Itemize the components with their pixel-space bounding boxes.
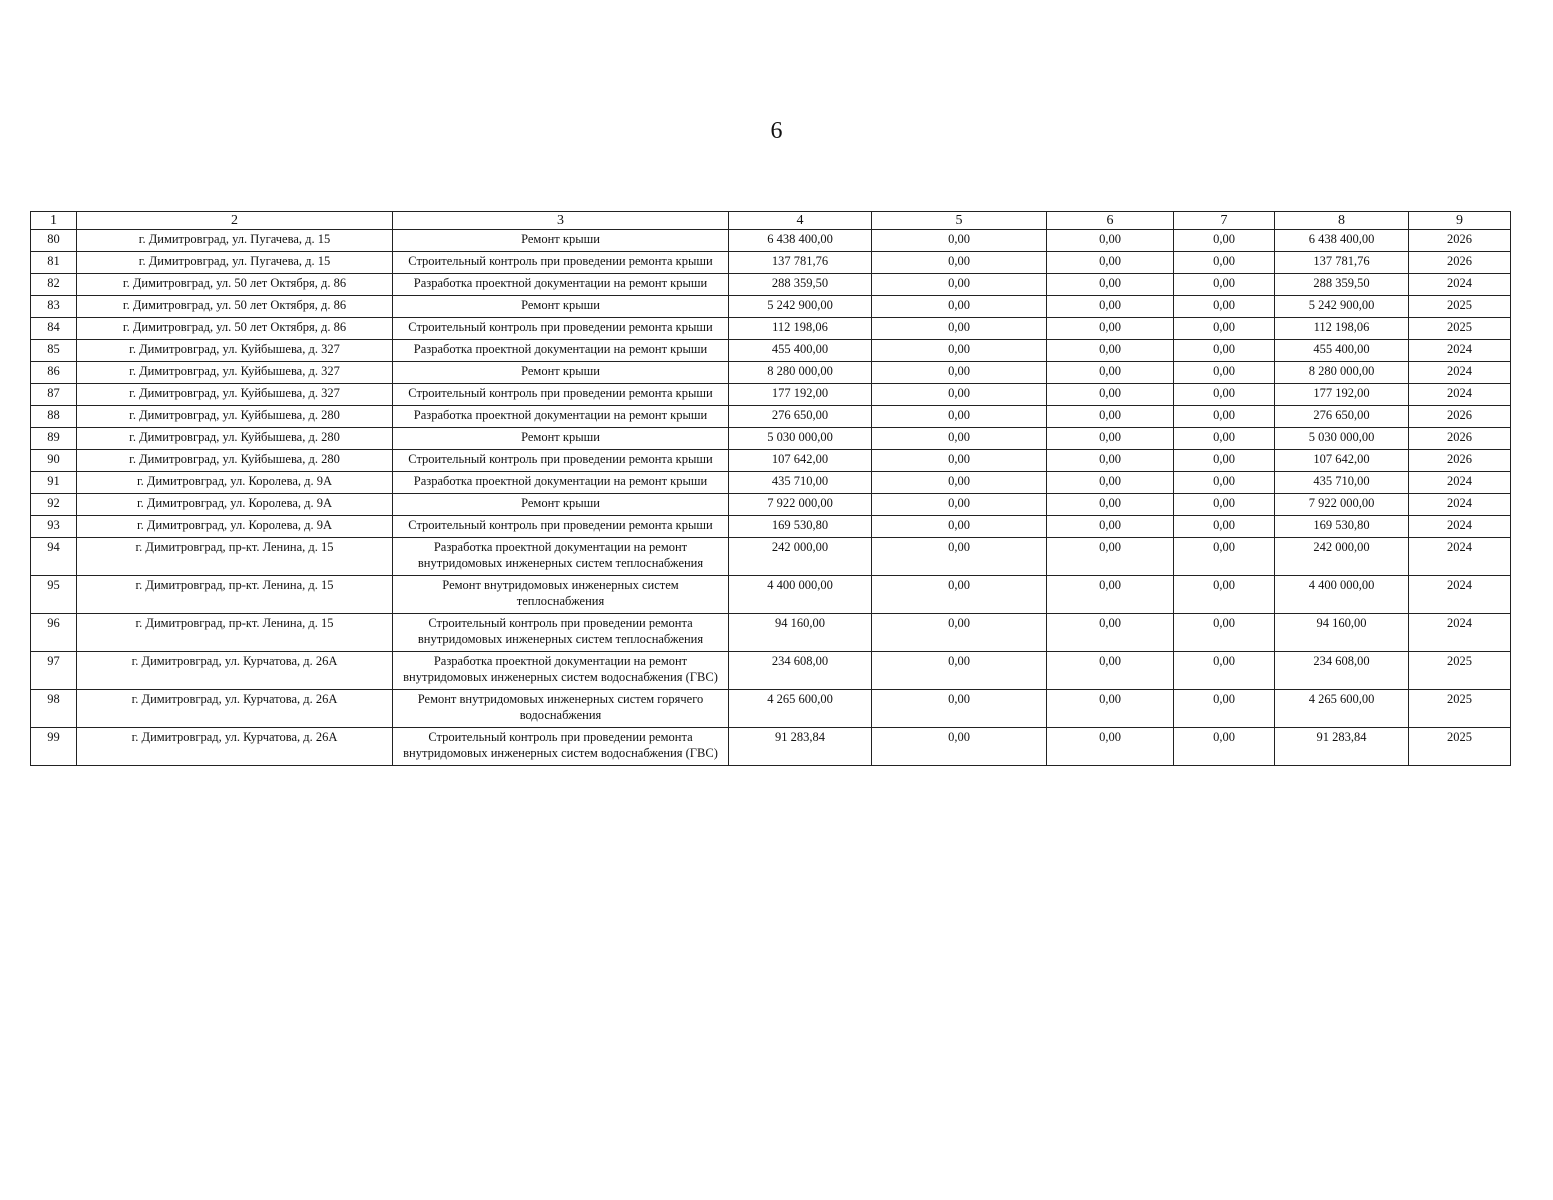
address-cell: г. Димитровград, пр-кт. Ленина, д. 15	[77, 576, 393, 614]
row-number-cell: 81	[31, 252, 77, 274]
table-row	[31, 728, 1511, 766]
year-cell: 2025	[1409, 690, 1511, 728]
row-number-cell: 96	[31, 614, 77, 652]
column-header: 5	[872, 212, 1047, 230]
amount-col7-cell: 0,00	[1174, 614, 1275, 652]
amount-col8-cell: 8 280 000,00	[1275, 362, 1409, 384]
amount-col8-cell: 435 710,00	[1275, 472, 1409, 494]
work-type-cell: Разработка проектной документации на ремонт крыши	[393, 274, 729, 296]
amount-col5-cell: 0,00	[872, 428, 1047, 450]
row-number-cell: 84	[31, 318, 77, 340]
column-header: 6	[1047, 212, 1174, 230]
amount-col7-cell: 0,00	[1174, 538, 1275, 576]
amount-col7-cell: 0,00	[1174, 362, 1275, 384]
year-cell: 2026	[1409, 428, 1511, 450]
amount-col4-cell: 276 650,00	[729, 406, 872, 428]
table-row	[31, 274, 1511, 296]
address-cell: г. Димитровград, пр-кт. Ленина, д. 15	[77, 538, 393, 576]
amount-col5-cell: 0,00	[872, 576, 1047, 614]
amount-col6-cell: 0,00	[1047, 652, 1174, 690]
column-header: 9	[1409, 212, 1511, 230]
amount-col4-cell: 112 198,06	[729, 318, 872, 340]
year-cell: 2026	[1409, 252, 1511, 274]
amount-col6-cell: 0,00	[1047, 318, 1174, 340]
work-type-cell: Ремонт крыши	[393, 428, 729, 450]
row-number-cell: 80	[31, 230, 77, 252]
table-row	[31, 516, 1511, 538]
row-number-cell: 95	[31, 576, 77, 614]
amount-col6-cell: 0,00	[1047, 450, 1174, 472]
table-row	[31, 652, 1511, 690]
address-cell: г. Димитровград, пр-кт. Ленина, д. 15	[77, 614, 393, 652]
address-cell: г. Димитровград, ул. Куйбышева, д. 280	[77, 406, 393, 428]
year-cell: 2024	[1409, 516, 1511, 538]
table-row	[31, 472, 1511, 494]
amount-col4-cell: 234 608,00	[729, 652, 872, 690]
amount-col5-cell: 0,00	[872, 614, 1047, 652]
amount-col7-cell: 0,00	[1174, 318, 1275, 340]
amount-col8-cell: 455 400,00	[1275, 340, 1409, 362]
amount-col4-cell: 137 781,76	[729, 252, 872, 274]
amount-col8-cell: 7 922 000,00	[1275, 494, 1409, 516]
row-number-cell: 85	[31, 340, 77, 362]
amount-col7-cell: 0,00	[1174, 230, 1275, 252]
address-cell: г. Димитровград, ул. Курчатова, д. 26А	[77, 728, 393, 766]
amount-col7-cell: 0,00	[1174, 652, 1275, 690]
row-number-cell: 99	[31, 728, 77, 766]
work-type-cell: Ремонт внутридомовых инженерных систем теплоснабжения	[393, 576, 729, 614]
work-type-cell: Строительный контроль при проведении ремонта крыши	[393, 450, 729, 472]
amount-col6-cell: 0,00	[1047, 576, 1174, 614]
amount-col4-cell: 107 642,00	[729, 450, 872, 472]
work-type-cell: Ремонт крыши	[393, 296, 729, 318]
page-number: 6	[770, 118, 783, 144]
amount-col4-cell: 7 922 000,00	[729, 494, 872, 516]
amount-col7-cell: 0,00	[1174, 252, 1275, 274]
amount-col7-cell: 0,00	[1174, 690, 1275, 728]
address-cell: г. Димитровград, ул. 50 лет Октября, д. 86	[77, 318, 393, 340]
amount-col5-cell: 0,00	[872, 406, 1047, 428]
table-row	[31, 340, 1511, 362]
amount-col4-cell: 94 160,00	[729, 614, 872, 652]
amount-col6-cell: 0,00	[1047, 362, 1174, 384]
amount-col8-cell: 5 030 000,00	[1275, 428, 1409, 450]
year-cell: 2024	[1409, 538, 1511, 576]
amount-col7-cell: 0,00	[1174, 450, 1275, 472]
amount-col7-cell: 0,00	[1174, 296, 1275, 318]
year-cell: 2025	[1409, 652, 1511, 690]
amount-col6-cell: 0,00	[1047, 274, 1174, 296]
table-row	[31, 362, 1511, 384]
amount-col6-cell: 0,00	[1047, 384, 1174, 406]
table-row	[31, 428, 1511, 450]
amount-col4-cell: 8 280 000,00	[729, 362, 872, 384]
work-type-cell: Строительный контроль при проведении ремонта внутридомовых инженерных систем водоснабжения (ГВС)	[393, 728, 729, 766]
amount-col6-cell: 0,00	[1047, 614, 1174, 652]
amount-col4-cell: 435 710,00	[729, 472, 872, 494]
table-row	[31, 318, 1511, 340]
address-cell: г. Димитровград, ул. Куйбышева, д. 327	[77, 340, 393, 362]
amount-col4-cell: 169 530,80	[729, 516, 872, 538]
work-type-cell: Строительный контроль при проведении ремонта крыши	[393, 252, 729, 274]
row-number-cell: 87	[31, 384, 77, 406]
year-cell: 2026	[1409, 450, 1511, 472]
amount-col5-cell: 0,00	[872, 472, 1047, 494]
work-type-cell: Ремонт крыши	[393, 494, 729, 516]
amount-col4-cell: 91 283,84	[729, 728, 872, 766]
amount-col7-cell: 0,00	[1174, 384, 1275, 406]
amount-col6-cell: 0,00	[1047, 538, 1174, 576]
amount-col5-cell: 0,00	[872, 690, 1047, 728]
amount-col7-cell: 0,00	[1174, 274, 1275, 296]
table-header	[31, 212, 1511, 230]
amount-col8-cell: 4 265 600,00	[1275, 690, 1409, 728]
table-row	[31, 384, 1511, 406]
address-cell: г. Димитровград, ул. Королева, д. 9А	[77, 494, 393, 516]
amount-col8-cell: 242 000,00	[1275, 538, 1409, 576]
row-number-cell: 91	[31, 472, 77, 494]
amount-col5-cell: 0,00	[872, 652, 1047, 690]
amount-col5-cell: 0,00	[872, 274, 1047, 296]
address-cell: г. Димитровград, ул. Куйбышева, д. 280	[77, 450, 393, 472]
table-row	[31, 576, 1511, 614]
amount-col7-cell: 0,00	[1174, 406, 1275, 428]
table-body	[31, 230, 1511, 766]
amount-col5-cell: 0,00	[872, 230, 1047, 252]
column-header: 3	[393, 212, 729, 230]
amount-col8-cell: 288 359,50	[1275, 274, 1409, 296]
address-cell: г. Димитровград, ул. Куйбышева, д. 327	[77, 384, 393, 406]
work-type-cell: Ремонт крыши	[393, 230, 729, 252]
row-number-cell: 88	[31, 406, 77, 428]
year-cell: 2024	[1409, 274, 1511, 296]
work-type-cell: Строительный контроль при проведении ремонта крыши	[393, 384, 729, 406]
address-cell: г. Димитровград, ул. Пугачева, д. 15	[77, 252, 393, 274]
amount-col4-cell: 6 438 400,00	[729, 230, 872, 252]
amount-col4-cell: 288 359,50	[729, 274, 872, 296]
repair-plan-table-container	[30, 211, 1510, 766]
year-cell: 2024	[1409, 494, 1511, 516]
year-cell: 2024	[1409, 384, 1511, 406]
table-row	[31, 296, 1511, 318]
amount-col5-cell: 0,00	[872, 494, 1047, 516]
amount-col7-cell: 0,00	[1174, 494, 1275, 516]
year-cell: 2025	[1409, 318, 1511, 340]
year-cell: 2024	[1409, 340, 1511, 362]
amount-col4-cell: 4 400 000,00	[729, 576, 872, 614]
address-cell: г. Димитровград, ул. 50 лет Октября, д. 86	[77, 274, 393, 296]
amount-col8-cell: 177 192,00	[1275, 384, 1409, 406]
amount-col6-cell: 0,00	[1047, 516, 1174, 538]
amount-col5-cell: 0,00	[872, 538, 1047, 576]
address-cell: г. Димитровград, ул. Королева, д. 9А	[77, 472, 393, 494]
row-number-cell: 98	[31, 690, 77, 728]
amount-col8-cell: 112 198,06	[1275, 318, 1409, 340]
work-type-cell: Разработка проектной документации на ремонт внутридомовых инженерных систем водоснабжения (ГВС)	[393, 652, 729, 690]
amount-col8-cell: 5 242 900,00	[1275, 296, 1409, 318]
amount-col8-cell: 94 160,00	[1275, 614, 1409, 652]
amount-col7-cell: 0,00	[1174, 576, 1275, 614]
amount-col4-cell: 455 400,00	[729, 340, 872, 362]
work-type-cell: Строительный контроль при проведении ремонта крыши	[393, 516, 729, 538]
amount-col6-cell: 0,00	[1047, 252, 1174, 274]
amount-col6-cell: 0,00	[1047, 472, 1174, 494]
amount-col6-cell: 0,00	[1047, 494, 1174, 516]
row-number-cell: 89	[31, 428, 77, 450]
row-number-cell: 94	[31, 538, 77, 576]
amount-col8-cell: 4 400 000,00	[1275, 576, 1409, 614]
amount-col6-cell: 0,00	[1047, 690, 1174, 728]
address-cell: г. Димитровград, ул. Королева, д. 9А	[77, 516, 393, 538]
amount-col8-cell: 6 438 400,00	[1275, 230, 1409, 252]
year-cell: 2025	[1409, 728, 1511, 766]
address-cell: г. Димитровград, ул. Пугачева, д. 15	[77, 230, 393, 252]
amount-col6-cell: 0,00	[1047, 230, 1174, 252]
amount-col8-cell: 234 608,00	[1275, 652, 1409, 690]
amount-col5-cell: 0,00	[872, 728, 1047, 766]
table-row	[31, 614, 1511, 652]
row-number-cell: 92	[31, 494, 77, 516]
amount-col7-cell: 0,00	[1174, 516, 1275, 538]
amount-col4-cell: 4 265 600,00	[729, 690, 872, 728]
table-row	[31, 494, 1511, 516]
table-row	[31, 690, 1511, 728]
amount-col6-cell: 0,00	[1047, 406, 1174, 428]
amount-col8-cell: 137 781,76	[1275, 252, 1409, 274]
amount-col5-cell: 0,00	[872, 318, 1047, 340]
amount-col6-cell: 0,00	[1047, 296, 1174, 318]
year-cell: 2024	[1409, 614, 1511, 652]
amount-col8-cell: 91 283,84	[1275, 728, 1409, 766]
year-cell: 2024	[1409, 362, 1511, 384]
year-cell: 2025	[1409, 296, 1511, 318]
table-row	[31, 450, 1511, 472]
column-header: 8	[1275, 212, 1409, 230]
year-cell: 2024	[1409, 472, 1511, 494]
amount-col7-cell: 0,00	[1174, 340, 1275, 362]
column-header: 2	[77, 212, 393, 230]
work-type-cell: Разработка проектной документации на ремонт крыши	[393, 406, 729, 428]
amount-col7-cell: 0,00	[1174, 728, 1275, 766]
amount-col5-cell: 0,00	[872, 384, 1047, 406]
amount-col5-cell: 0,00	[872, 362, 1047, 384]
amount-col4-cell: 177 192,00	[729, 384, 872, 406]
repair-plan-table	[30, 211, 1511, 766]
year-cell: 2024	[1409, 576, 1511, 614]
address-cell: г. Димитровград, ул. Курчатова, д. 26А	[77, 690, 393, 728]
table-row	[31, 538, 1511, 576]
amount-col6-cell: 0,00	[1047, 340, 1174, 362]
address-cell: г. Димитровград, ул. Куйбышева, д. 280	[77, 428, 393, 450]
amount-col6-cell: 0,00	[1047, 428, 1174, 450]
work-type-cell: Строительный контроль при проведении ремонта внутридомовых инженерных систем теплоснабжения	[393, 614, 729, 652]
address-cell: г. Димитровград, ул. Куйбышева, д. 327	[77, 362, 393, 384]
row-number-cell: 86	[31, 362, 77, 384]
year-cell: 2026	[1409, 406, 1511, 428]
address-cell: г. Димитровград, ул. Курчатова, д. 26А	[77, 652, 393, 690]
row-number-cell: 90	[31, 450, 77, 472]
work-type-cell: Ремонт крыши	[393, 362, 729, 384]
amount-col6-cell: 0,00	[1047, 728, 1174, 766]
column-header: 4	[729, 212, 872, 230]
column-header: 7	[1174, 212, 1275, 230]
row-number-cell: 83	[31, 296, 77, 318]
amount-col7-cell: 0,00	[1174, 428, 1275, 450]
amount-col5-cell: 0,00	[872, 296, 1047, 318]
year-cell: 2026	[1409, 230, 1511, 252]
table-row	[31, 252, 1511, 274]
amount-col8-cell: 107 642,00	[1275, 450, 1409, 472]
amount-col8-cell: 169 530,80	[1275, 516, 1409, 538]
row-number-cell: 97	[31, 652, 77, 690]
work-type-cell: Разработка проектной документации на ремонт внутридомовых инженерных систем теплоснабжения	[393, 538, 729, 576]
address-cell: г. Димитровград, ул. 50 лет Октября, д. 86	[77, 296, 393, 318]
table-row	[31, 406, 1511, 428]
amount-col5-cell: 0,00	[872, 450, 1047, 472]
amount-col7-cell: 0,00	[1174, 472, 1275, 494]
amount-col4-cell: 242 000,00	[729, 538, 872, 576]
column-header: 1	[31, 212, 77, 230]
amount-col8-cell: 276 650,00	[1275, 406, 1409, 428]
amount-col5-cell: 0,00	[872, 340, 1047, 362]
work-type-cell: Разработка проектной документации на ремонт крыши	[393, 340, 729, 362]
row-number-cell: 82	[31, 274, 77, 296]
amount-col4-cell: 5 242 900,00	[729, 296, 872, 318]
table-row	[31, 230, 1511, 252]
work-type-cell: Строительный контроль при проведении ремонта крыши	[393, 318, 729, 340]
row-number-cell: 93	[31, 516, 77, 538]
amount-col5-cell: 0,00	[872, 516, 1047, 538]
amount-col4-cell: 5 030 000,00	[729, 428, 872, 450]
amount-col5-cell: 0,00	[872, 252, 1047, 274]
work-type-cell: Ремонт внутридомовых инженерных систем горячего водоснабжения	[393, 690, 729, 728]
column-number-row	[31, 212, 1511, 230]
work-type-cell: Разработка проектной документации на ремонт крыши	[393, 472, 729, 494]
